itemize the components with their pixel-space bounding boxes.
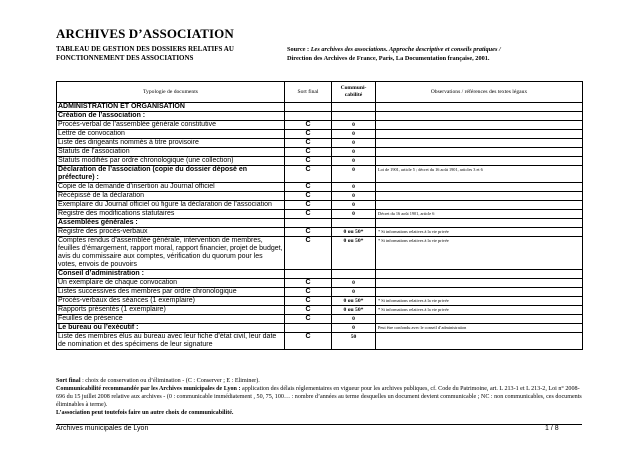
cell-obs: * Si informations relatives à la vie privée xyxy=(376,228,583,237)
cell-sort xyxy=(285,324,332,333)
cell-obs: Peut être confondu avec le conseil d’administration xyxy=(376,324,583,333)
cell-comm: 0 xyxy=(332,324,376,333)
cell-type: Procès-verbal de l’assemblée générale constitutive xyxy=(57,121,285,130)
cell-obs xyxy=(376,192,583,201)
cell-sort: C xyxy=(285,306,332,315)
cell-comm: 0 xyxy=(332,315,376,324)
cell-type: Registre des procès-verbaux xyxy=(57,228,285,237)
cell-comm xyxy=(332,219,376,228)
cell-type: ADMINISTRATION ET ORGANISATION xyxy=(57,103,285,112)
source-label: Source : xyxy=(287,46,310,53)
cell-obs: * Si informations relatives à la vie privée xyxy=(376,297,583,306)
header-type: Typologie de documents xyxy=(57,82,285,103)
cell-sort xyxy=(285,219,332,228)
cell-type: Statuts de l’association xyxy=(57,148,285,157)
cell-obs xyxy=(376,157,583,166)
cell-sort: C xyxy=(285,157,332,166)
table-body xyxy=(57,103,583,350)
doc-subtitle: TABLEAU DE GESTION DES DOSSIERS RELATIFS AU FONCTIONNEMENT DES ASSOCIATIONS xyxy=(56,45,234,62)
cell-sort: C xyxy=(285,192,332,201)
cell-obs xyxy=(376,288,583,297)
cell-comm: 0 xyxy=(332,157,376,166)
cell-type: Liste des membres élus au bureau avec leur fiche d’état civil, leur date de nomination et des spécimens de leur signature xyxy=(57,333,285,350)
source-line2: Direction des Archives de France, Paris, La Documentation française, 2001. xyxy=(287,55,490,62)
cell-type: Registre des modifications statutaires xyxy=(57,210,285,219)
table-row xyxy=(57,201,583,210)
table-row xyxy=(57,333,583,350)
cell-type: Statuts modifiés par ordre chronologique (une collection) xyxy=(57,157,285,166)
legend-comm-label: Communicabilité recommandée par les Archives municipales de Lyon : xyxy=(56,386,241,392)
table-row xyxy=(57,288,583,297)
cell-sort xyxy=(285,270,332,279)
cell-comm: 0 xyxy=(332,288,376,297)
cell-obs: Décret du 16 août 1901, article 6 xyxy=(376,210,583,219)
cell-comm: 0 xyxy=(332,210,376,219)
cell-type: Récépissé de la déclaration xyxy=(57,192,285,201)
cell-obs xyxy=(376,219,583,228)
cell-comm xyxy=(332,103,376,112)
cell-sort: C xyxy=(285,237,332,270)
cell-sort: C xyxy=(285,297,332,306)
cell-sort: C xyxy=(285,130,332,139)
management-table xyxy=(56,81,583,350)
cell-comm: 0 ou 50* xyxy=(332,306,376,315)
cell-type: Assemblées générales : xyxy=(57,219,285,228)
page-title: ARCHIVES D’ASSOCIATION xyxy=(56,26,234,41)
legend-sort-label: Sort final xyxy=(56,378,81,384)
cell-sort: C xyxy=(285,139,332,148)
cell-obs xyxy=(376,270,583,279)
cell-comm: 0 xyxy=(332,130,376,139)
doc-source xyxy=(287,45,587,63)
cell-comm: 0 ou 50* xyxy=(332,297,376,306)
cell-obs: * Si informations relatives à la vie privée xyxy=(376,306,583,315)
legend-note: L’association peut toutefois faire un autre choix de communicabilité. xyxy=(56,410,234,416)
cell-obs xyxy=(376,183,583,192)
cell-comm: 0 xyxy=(332,139,376,148)
table-row xyxy=(57,210,583,219)
cell-sort: C xyxy=(285,201,332,210)
footer-left: Archives municipales de Lyon xyxy=(56,425,149,432)
cell-type: Le bureau ou l’exécutif : xyxy=(57,324,285,333)
cell-sort: C xyxy=(285,315,332,324)
cell-comm: 0 xyxy=(332,192,376,201)
table-row xyxy=(57,315,583,324)
cell-sort xyxy=(285,103,332,112)
cell-type: Exemplaire du Journal officiel où figure la déclaration de l’association xyxy=(57,201,285,210)
cell-obs: * Si informations relatives à la vie privée xyxy=(376,237,583,270)
cell-comm: 0 xyxy=(332,183,376,192)
table-row xyxy=(57,219,583,228)
management-table-container xyxy=(56,81,582,350)
cell-obs xyxy=(376,148,583,157)
cell-obs xyxy=(376,201,583,210)
cell-sort xyxy=(285,112,332,121)
cell-sort: C xyxy=(285,121,332,130)
table-row xyxy=(57,166,583,183)
cell-comm: 0 xyxy=(332,166,376,183)
cell-obs xyxy=(376,279,583,288)
cell-type: Lettre de convocation xyxy=(57,130,285,139)
cell-comm: 0 ou 50* xyxy=(332,228,376,237)
table-row xyxy=(57,306,583,315)
cell-sort: C xyxy=(285,288,332,297)
cell-obs xyxy=(376,130,583,139)
page-number: 1 / 8 xyxy=(545,425,559,432)
cell-type: Copie de la demande d’insertion au Journal officiel xyxy=(57,183,285,192)
cell-type: Déclaration de l’association (copie du dossier déposé en préfecture) : xyxy=(57,166,285,183)
table-header-row xyxy=(57,82,583,103)
cell-comm: 0 ou 50* xyxy=(332,237,376,270)
cell-type: Conseil d’administration : xyxy=(57,270,285,279)
table-row xyxy=(57,148,583,157)
cell-sort: C xyxy=(285,166,332,183)
cell-comm: 0 xyxy=(332,279,376,288)
cell-obs xyxy=(376,139,583,148)
cell-obs xyxy=(376,121,583,130)
cell-type: Listes successives des membres par ordre chronologique xyxy=(57,288,285,297)
cell-obs xyxy=(376,333,583,350)
cell-comm: 0 xyxy=(332,148,376,157)
cell-sort: C xyxy=(285,333,332,350)
table-row xyxy=(57,121,583,130)
source-text: Les archives des associations. Approche descriptive et conseils pratiques / xyxy=(310,46,501,53)
cell-obs xyxy=(376,103,583,112)
cell-type: Procès-verbaux des séances (1 exemplaire) xyxy=(57,297,285,306)
table-row xyxy=(57,130,583,139)
cell-obs xyxy=(376,315,583,324)
cell-sort: C xyxy=(285,228,332,237)
legend xyxy=(56,377,582,417)
table-row xyxy=(57,228,583,237)
table-row xyxy=(57,270,583,279)
table-row xyxy=(57,112,583,121)
table-row xyxy=(57,103,583,112)
table-row xyxy=(57,157,583,166)
cell-comm: 50 xyxy=(332,333,376,350)
cell-obs: Loi de 1901, article 5 ; décret du 16 août 1901, articles 3 et 6 xyxy=(376,166,583,183)
cell-obs xyxy=(376,112,583,121)
table-row xyxy=(57,324,583,333)
table-row xyxy=(57,139,583,148)
cell-sort: C xyxy=(285,183,332,192)
table-row xyxy=(57,183,583,192)
table-row xyxy=(57,192,583,201)
cell-type: Liste des dirigeants nommés à titre provisoire xyxy=(57,139,285,148)
table-row xyxy=(57,279,583,288)
legend-comm-text: application des délais réglementaires en vigueur pour les archives publiques, cf. Code du Patrimoine, art. L 213-1 et L 213-2, Loi n° 2008-696 du 15 juillet 2008 relative aux archives - (0 : communicable immédiatement , 50, 75, 100… : nombre d’années au terme desquelles un document devient communicable ; NC : non communicables, ces documents éliminables à terme). xyxy=(56,386,582,408)
table-row xyxy=(57,237,583,270)
cell-comm xyxy=(332,112,376,121)
cell-comm: 0 xyxy=(332,201,376,210)
cell-sort: C xyxy=(285,210,332,219)
header-comm: Communi-cabilité xyxy=(332,82,376,103)
cell-type: Rapports présentés (1 exemplaire) xyxy=(57,306,285,315)
cell-type: Comptes rendus d’assemblée générale, intervention de membres, feuilles d’émargement, rapport moral, rapport financier, projet de budget, avis du commissaire aux comptes, vérification du quorum pour les votes, envois de pouvoirs xyxy=(58,237,283,268)
header-obs: Observations / références des textes légaux xyxy=(376,82,583,103)
cell-type: Création de l’association : xyxy=(57,112,285,121)
cell-sort: C xyxy=(285,279,332,288)
cell-type: Un exemplaire de chaque convocation xyxy=(57,279,285,288)
legend-sort-text: : choix de conservation ou d’élimination - (C : Conserver ; E : Eliminer). xyxy=(80,378,260,384)
cell-comm: 0 xyxy=(332,121,376,130)
header-sort: Sort final xyxy=(285,82,332,103)
cell-comm xyxy=(332,270,376,279)
cell-type: Feuilles de présence xyxy=(57,315,285,324)
cell-sort: C xyxy=(285,148,332,157)
table-row xyxy=(57,297,583,306)
